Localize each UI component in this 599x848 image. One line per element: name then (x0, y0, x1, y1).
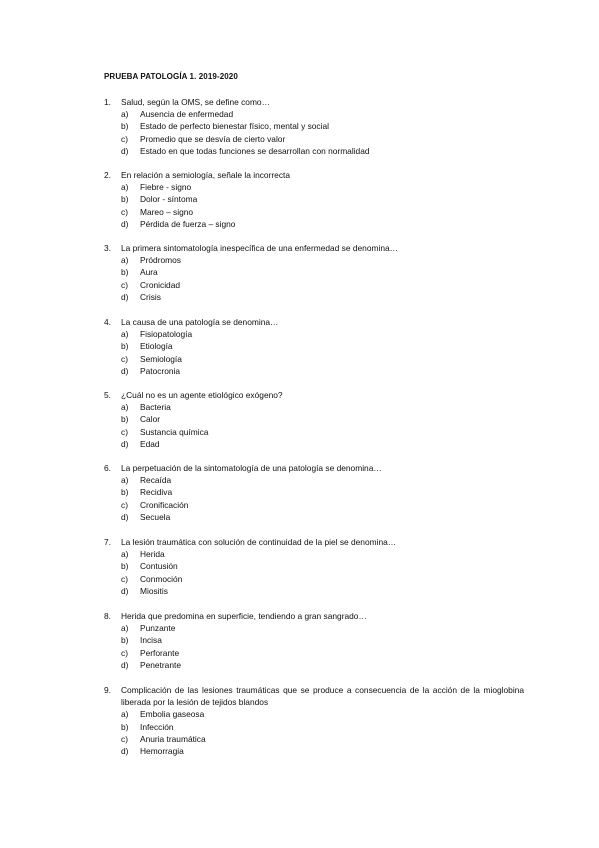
question-number: 6. (104, 463, 111, 473)
option-d (121, 145, 524, 157)
option-text: Recaída (140, 475, 172, 486)
option-b (121, 413, 524, 425)
option-text: Pródromos (140, 255, 181, 266)
question-5 (104, 389, 524, 450)
option-letter: d) (121, 585, 129, 596)
question-7 (104, 536, 524, 597)
option-letter: a) (121, 623, 129, 634)
option-c (121, 499, 524, 511)
option-c (121, 279, 524, 291)
option-letter: d) (121, 438, 129, 449)
question-header (104, 96, 524, 108)
option-d (121, 745, 524, 757)
option-c (121, 206, 524, 218)
page-title: PRUEBA PATOLOGÍA 1. 2019-2020 (104, 72, 238, 81)
option-d (121, 659, 524, 671)
option-text: Ausencia de enfermedad (140, 109, 234, 120)
question-number: 3. (104, 243, 111, 253)
option-c (121, 573, 524, 585)
option-text: Patocronia (140, 365, 181, 376)
option-letter: c) (121, 426, 128, 437)
option-letter: a) (121, 475, 129, 486)
question-text: ¿Cuál no es un agente etiológico exógeno? (121, 390, 283, 400)
option-b (121, 193, 524, 205)
option-text: Estado de perfecto bienestar físico, mental y social (140, 121, 330, 132)
option-c (121, 353, 524, 365)
option-text: Etiología (140, 341, 173, 352)
option-letter: d) (121, 511, 129, 522)
option-c (121, 733, 524, 745)
option-b (121, 266, 524, 278)
option-letter: a) (121, 182, 129, 193)
option-letter: c) (121, 733, 128, 744)
option-letter: b) (121, 267, 129, 278)
option-a (121, 254, 524, 266)
option-text: Promedio que se desvía de cierto valor (140, 133, 286, 144)
option-d (121, 511, 524, 523)
option-text: Mareo – signo (140, 206, 194, 217)
option-c (121, 133, 524, 145)
question-6 (104, 462, 524, 523)
option-letter: b) (121, 487, 129, 498)
option-b (121, 120, 524, 132)
option-a (121, 328, 524, 340)
question-9 (104, 684, 524, 757)
question-text: La perpetuación de la sintomatología de una patología se denomina… (121, 463, 382, 473)
option-text: Aura (140, 267, 158, 278)
question-4 (104, 316, 524, 377)
question-number: 8. (104, 611, 111, 621)
option-letter: b) (121, 721, 129, 732)
option-text: Penetrante (140, 659, 181, 670)
question-1 (104, 96, 524, 157)
option-text: Embolia gaseosa (140, 709, 205, 720)
option-text: Herida (140, 549, 165, 560)
option-text: Conmoción (140, 573, 183, 584)
option-letter: c) (121, 573, 128, 584)
question-header (104, 684, 524, 708)
question-text: Herida que predomina en superficie, tendiendo a gran sangrado… (121, 611, 367, 621)
question-2 (104, 169, 524, 230)
option-a (121, 622, 524, 634)
option-a (121, 708, 524, 720)
option-text: Edad (140, 438, 160, 449)
question-text: La primera sintomatología inespecífica de una enfermedad se denomina… (121, 243, 399, 253)
option-text: Sustancia química (140, 426, 209, 437)
option-a (121, 401, 524, 413)
option-c (121, 426, 524, 438)
option-letter: a) (121, 109, 129, 120)
question-text: Complicación de las lesiones traumáticas que se produce a consecuencia de la acción de la mioglobina liberada por la lesión de tejidos blandos (121, 685, 524, 708)
option-letter: c) (121, 279, 128, 290)
option-text: Fisiopatología (140, 329, 193, 340)
option-text: Recidiva (140, 487, 173, 498)
question-header (104, 610, 524, 622)
option-b (121, 340, 524, 352)
question-text: La lesión traumática con solución de continuidad de la piel se denomina… (121, 537, 397, 547)
option-text: Estado en que todas funciones se desarrollan con normalidad (140, 145, 370, 156)
option-text: Cronificación (140, 499, 189, 510)
option-d (121, 585, 524, 597)
option-text: Hemorragia (140, 746, 184, 757)
option-b (121, 634, 524, 646)
option-b (121, 721, 524, 733)
question-number: 7. (104, 537, 111, 547)
option-letter: b) (121, 414, 129, 425)
option-text: Anuria traumática (140, 733, 206, 744)
question-number: 1. (104, 97, 111, 107)
option-letter: a) (121, 549, 129, 560)
option-letter: d) (121, 291, 129, 302)
option-letter: b) (121, 635, 129, 646)
option-text: Dolor - síntoma (140, 194, 198, 205)
option-letter: c) (121, 353, 128, 364)
option-letter: b) (121, 121, 129, 132)
question-header (104, 242, 524, 254)
option-text: Pérdida de fuerza – signo (140, 218, 236, 229)
option-letter: d) (121, 365, 129, 376)
option-a (121, 548, 524, 560)
option-text: Bacteria (140, 402, 171, 413)
option-letter: b) (121, 341, 129, 352)
option-letter: a) (121, 255, 129, 266)
question-header (104, 316, 524, 328)
question-number: 5. (104, 390, 111, 400)
option-letter: c) (121, 206, 128, 217)
option-letter: a) (121, 329, 129, 340)
option-letter: c) (121, 647, 128, 658)
question-text: La causa de una patología se denomina… (121, 317, 279, 327)
option-letter: d) (121, 218, 129, 229)
question-text: Salud, según la OMS, se define como… (121, 97, 270, 107)
option-a (121, 474, 524, 486)
option-a (121, 108, 524, 120)
option-letter: c) (121, 133, 128, 144)
option-text: Crisis (140, 291, 161, 302)
option-letter: d) (121, 746, 129, 757)
option-text: Fiebre - signo (140, 182, 192, 193)
option-d (121, 365, 524, 377)
question-header (104, 169, 524, 181)
option-letter: b) (121, 194, 129, 205)
option-text: Perforante (140, 647, 180, 658)
question-number: 9. (104, 685, 111, 695)
option-letter: a) (121, 402, 129, 413)
option-b (121, 560, 524, 572)
option-letter: d) (121, 659, 129, 670)
option-d (121, 291, 524, 303)
option-text: Incisa (140, 635, 162, 646)
option-text: Calor (140, 414, 161, 425)
question-text: En relación a semiología, señale la incorrecta (121, 170, 290, 180)
option-text: Cronicidad (140, 279, 181, 290)
question-8 (104, 610, 524, 671)
option-letter: d) (121, 145, 129, 156)
question-3 (104, 242, 524, 303)
question-header (104, 389, 524, 401)
option-d (121, 438, 524, 450)
option-d (121, 218, 524, 230)
question-number: 4. (104, 317, 111, 327)
question-number: 2. (104, 170, 111, 180)
option-a (121, 181, 524, 193)
option-letter: b) (121, 561, 129, 572)
option-letter: a) (121, 709, 129, 720)
question-header (104, 462, 524, 474)
option-text: Miositis (140, 585, 168, 596)
option-text: Secuela (140, 511, 171, 522)
option-text: Contusión (140, 561, 178, 572)
option-c (121, 647, 524, 659)
question-header (104, 536, 524, 548)
option-text: Punzante (140, 623, 176, 634)
option-letter: c) (121, 499, 128, 510)
option-text: Semiología (140, 353, 182, 364)
option-b (121, 486, 524, 498)
option-text: Infección (140, 721, 174, 732)
